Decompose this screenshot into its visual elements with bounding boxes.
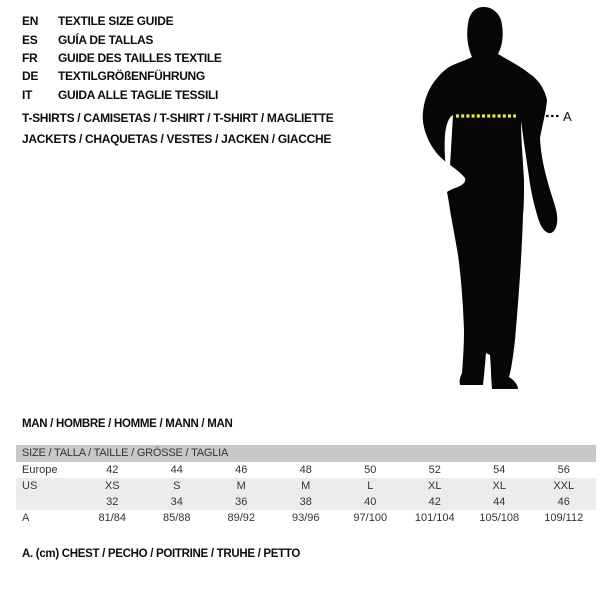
- size-cell: 44: [170, 464, 183, 476]
- language-label: TEXTILE SIZE GUIDE: [58, 14, 174, 29]
- section-title-man: MAN / HOMBRE / HOMME / MANN / MAN: [22, 418, 233, 430]
- language-code: EN: [22, 14, 39, 29]
- language-code: FR: [22, 50, 38, 65]
- size-cell: 101/104: [414, 512, 455, 524]
- size-cell: 34: [170, 496, 183, 508]
- size-cell: 46: [557, 496, 570, 508]
- language-label: GUÍA DE TALLAS: [58, 32, 154, 47]
- size-cell: 97/100: [353, 512, 388, 524]
- language-label: GUIDE DES TAILLES TEXTILE: [58, 50, 222, 65]
- size-cell: M: [236, 480, 246, 492]
- row-label: US: [22, 480, 38, 492]
- size-cell: 89/92: [227, 512, 256, 524]
- man-silhouette-svg: [390, 0, 600, 410]
- size-cell: XXL: [553, 480, 575, 492]
- size-cell: 50: [364, 464, 377, 476]
- size-table-header: SIZE / TALLA / TAILLE / GRÖSSE / TAGLIA: [16, 445, 596, 462]
- category-jackets: JACKETS / CHAQUETAS / VESTES / JACKEN / GIACCHE: [22, 132, 332, 146]
- category-tshirts: T-SHIRTS / CAMISETAS / T-SHIRT / T-SHIRT / MAGLIETTE: [22, 111, 334, 125]
- size-cell: 48: [299, 464, 312, 476]
- man-silhouette-figure: [390, 0, 600, 410]
- size-cell: 105/108: [479, 512, 520, 524]
- table-row-chest-cm: [16, 510, 596, 526]
- size-cell: M: [301, 480, 311, 492]
- size-cell: 52: [428, 464, 441, 476]
- size-cell: 40: [364, 496, 377, 508]
- language-row-de: [22, 67, 222, 85]
- size-cell: 56: [557, 464, 570, 476]
- size-cell: 44: [493, 496, 506, 508]
- language-row-es: [22, 30, 222, 48]
- size-cell: 81/84: [98, 512, 127, 524]
- language-row-fr: [22, 49, 222, 67]
- size-cell: 109/112: [544, 512, 584, 524]
- table-row-europe: [16, 462, 596, 478]
- size-cell: 38: [299, 496, 312, 508]
- language-label: TEXTILGRÖßENFÜHRUNG: [58, 69, 205, 84]
- language-label: GUIDA ALLE TAGLIE TESSILI: [58, 87, 219, 102]
- row-label: [16, 494, 80, 510]
- size-cell: 93/96: [291, 512, 320, 524]
- size-cell: XL: [428, 480, 442, 492]
- size-cell: L: [367, 480, 374, 492]
- size-cell: 85/88: [162, 512, 191, 524]
- size-cell: 46: [235, 464, 248, 476]
- size-cell: 54: [493, 464, 506, 476]
- size-cell: S: [173, 480, 181, 492]
- size-cell: 42: [428, 496, 441, 508]
- row-label: Europe: [22, 464, 58, 476]
- language-code: DE: [22, 69, 39, 84]
- language-code: ES: [22, 32, 38, 47]
- table-row-us: [16, 478, 596, 494]
- language-row-it: [22, 86, 222, 104]
- measure-label-a: A: [563, 109, 572, 124]
- measurement-footnote: A. (cm) CHEST / PECHO / POITRINE / TRUHE / PETTO: [22, 548, 301, 560]
- size-table: [16, 445, 596, 526]
- size-cell: 32: [106, 496, 119, 508]
- size-cell: XS: [104, 480, 120, 492]
- language-list: [22, 12, 222, 104]
- size-cell: 42: [106, 464, 119, 476]
- man-silhouette-shape: [423, 7, 558, 389]
- category-list: [22, 108, 334, 150]
- table-row-us-numeric: [16, 494, 596, 510]
- language-code: IT: [22, 87, 33, 102]
- language-row-en: [22, 12, 222, 30]
- row-label: A: [22, 512, 30, 524]
- size-cell: 36: [235, 496, 248, 508]
- size-cell: XL: [492, 480, 506, 492]
